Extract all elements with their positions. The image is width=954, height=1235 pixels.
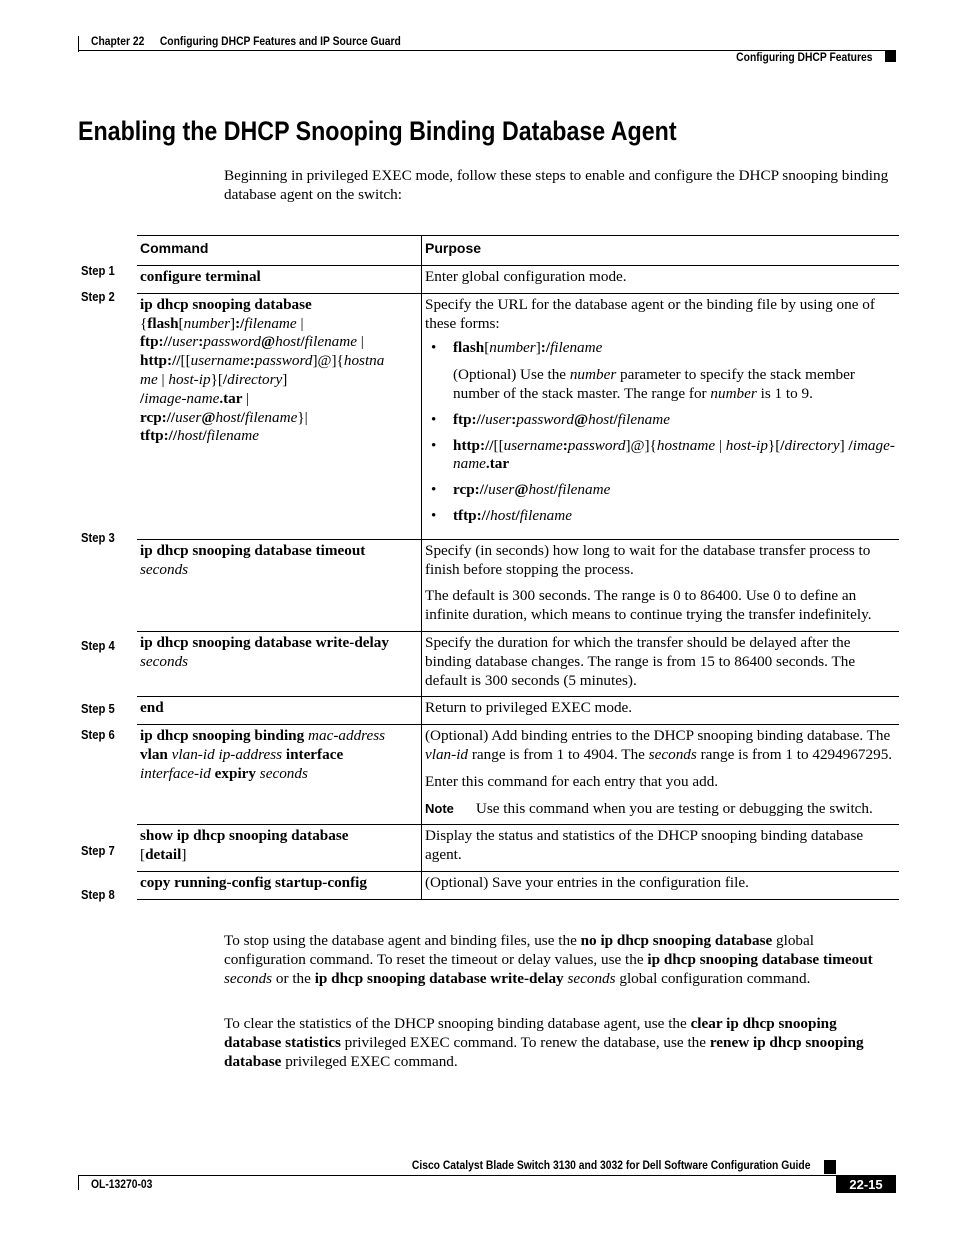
- purpose-text: Specify the URL for the database agent or the binding file by using one of these forms:: [425, 295, 875, 332]
- step-command: ip dhcp snooping database write-delay seconds: [137, 631, 422, 696]
- footer-doc-number: OL-13270-03: [91, 1177, 153, 1191]
- page-number: 22-15: [836, 1175, 896, 1193]
- step-command: ip dhcp snooping database {flash[number]:/filename | ftp://user:password@host/filename | http://[[username:password]@]{hostna me | host-ip}[/directory] /image-name.tar | rcp://user@host/filename}| tftp://host/filename: [137, 293, 422, 539]
- table-row: [137, 266, 899, 294]
- step-label: Step 1: [81, 264, 115, 278]
- step-command: ip dhcp snooping database timeout seconds: [137, 539, 422, 631]
- purpose-text: Enter this command for each entry that you add.: [425, 772, 719, 790]
- footer-rule: [78, 1175, 896, 1176]
- step-label: Step 8: [81, 888, 115, 902]
- step-purpose: [422, 725, 900, 825]
- table-header-row: [137, 236, 899, 266]
- step-command: end: [137, 697, 422, 725]
- column-header-command: Command: [137, 236, 422, 266]
- running-header-section: Configuring DHCP Features: [735, 50, 872, 64]
- step-command: copy running-config startup-config: [137, 871, 422, 899]
- table-row: [137, 825, 899, 872]
- note-text: Use this command when you are testing or debugging the switch.: [475, 799, 873, 817]
- list-item: • flash[number]:/filename (Optional) Use the number parameter to specify the stack member number of the stack master. The range for number is 1 to 9.: [425, 339, 896, 403]
- step-label: Step 5: [81, 702, 115, 716]
- purpose-text: (Optional) Add binding entries to the DHCP snooping binding database. The vlan-id range is from 1 to 4904. The seconds range is from 1 to 4294967295.: [425, 727, 893, 763]
- page-title: Enabling the DHCP Snooping Binding Database Agent: [78, 116, 677, 146]
- list-item: • http://[[username:password]@]{hostname | host-ip}[/directory] /image-name.tar: [425, 437, 896, 475]
- table-row: [137, 293, 899, 539]
- purpose-text: Specify (in seconds) how long to wait for the database transfer process to finish before stopping the process.: [425, 541, 871, 578]
- chapter-number: Chapter 22: [91, 34, 145, 48]
- step-command: configure terminal: [137, 266, 422, 294]
- step-purpose: [422, 293, 900, 539]
- header-marker: [885, 50, 896, 62]
- footer-marker: [824, 1160, 836, 1174]
- table-row: [137, 631, 899, 696]
- list-item-note: (Optional) Use the number parameter to specify the stack member number of the stack master. The range for number is 1 to 9.: [453, 366, 855, 402]
- footer-guide-title: Cisco Catalyst Blade Switch 3130 and 3032 for Dell Software Configuration Guide: [411, 1158, 810, 1172]
- step-command: ip dhcp snooping binding mac-address vlan vlan-id ip-address interface interface-id expiry seconds: [137, 725, 422, 825]
- closing-paragraph: To clear the statistics of the DHCP snooping binding database agent, use the clear ip dhcp snooping database statistics privileged EXEC command. To renew the database, use the renew ip dhcp snooping database privileged EXEC command.: [224, 1015, 864, 1070]
- footer-rule-vertical: [78, 1175, 79, 1190]
- list-item: • rcp://user@host/filename: [425, 481, 896, 500]
- step-purpose: (Optional) Save your entries in the configuration file.: [422, 871, 900, 899]
- step-purpose: Display the status and statistics of the DHCP snooping binding database agent.: [422, 825, 900, 872]
- step-label: Step 7: [81, 844, 115, 858]
- step-label: Step 2: [81, 290, 115, 304]
- step-purpose: Return to privileged EXEC mode.: [422, 697, 900, 725]
- step-label: Step 6: [81, 728, 115, 742]
- step-command: show ip dhcp snooping database [detail]: [137, 825, 422, 872]
- running-header-chapter: [91, 34, 416, 48]
- step-purpose: Enter global configuration mode.: [422, 266, 900, 294]
- note: [425, 800, 896, 819]
- table-row: [137, 725, 899, 825]
- list-item: • tftp://host/filename: [425, 507, 896, 526]
- purpose-text: The default is 300 seconds. The range is 0 to 86400. Use 0 to define an infinite duration, which means to continue trying the transfer indefinitely.: [425, 587, 872, 624]
- list-item: • ftp://user:password@host/filename: [425, 411, 896, 430]
- steps-table: [137, 235, 899, 900]
- closing-paragraph: To stop using the database agent and binding files, use the no ip dhcp snooping database global configuration command. To reset the timeout or delay values, use the ip dhcp snooping database timeout seconds or the ip dhcp snooping database write-delay seconds global configuration command.: [224, 932, 873, 987]
- chapter-title: Configuring DHCP Features and IP Source Guard: [159, 34, 401, 48]
- table-row: [137, 871, 899, 899]
- note-label: Note: [425, 800, 454, 816]
- intro-paragraph: Beginning in privileged EXEC mode, follow these steps to enable and configure the DHCP snooping binding database agent on the switch:: [224, 167, 889, 203]
- table-row: [137, 539, 899, 631]
- url-forms-list: [425, 339, 896, 525]
- table-row: [137, 697, 899, 725]
- column-header-purpose: Purpose: [422, 236, 900, 266]
- step-purpose: [422, 539, 900, 631]
- step-label: Step 4: [81, 639, 115, 653]
- step-label: Step 3: [81, 531, 115, 545]
- step-purpose: Specify the duration for which the transfer should be delayed after the binding database changes. The range is from 15 to 86400 seconds. The default is 300 seconds (5 minutes).: [422, 631, 900, 696]
